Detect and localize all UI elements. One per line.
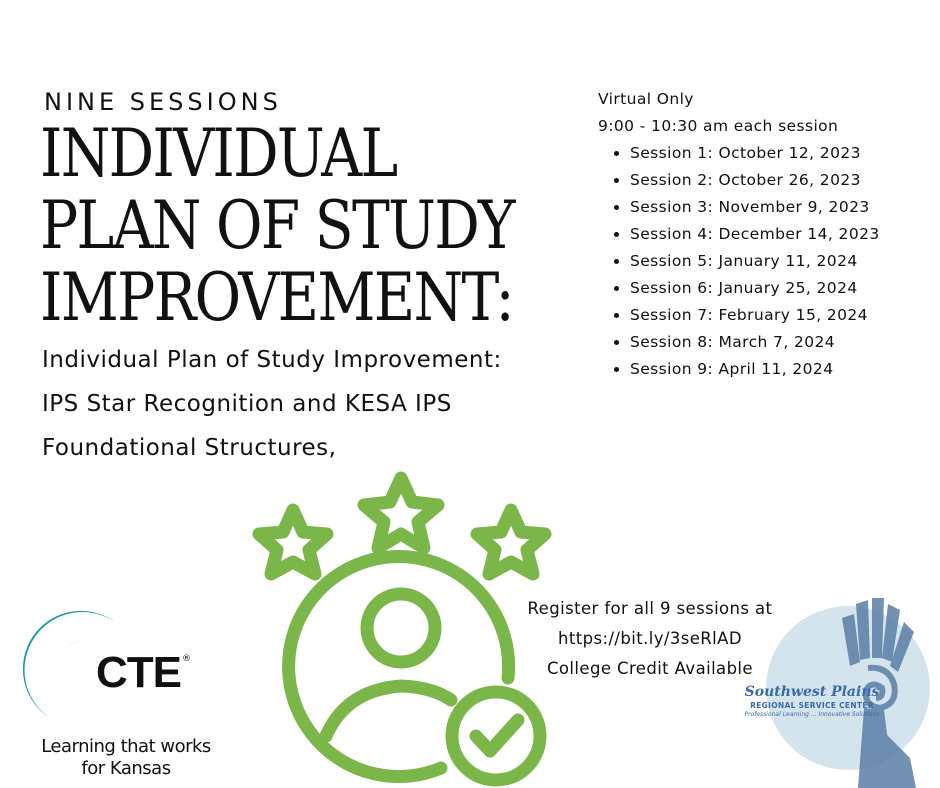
- subtitle-line-2: IPS Star Recognition and KESA IPS: [42, 391, 452, 417]
- cte-wordmark: CTE: [96, 648, 181, 697]
- register-url-link[interactable]: https://bit.ly/3seRlAD: [558, 629, 742, 648]
- session-item: • Session 9: April 11, 2024: [630, 356, 918, 383]
- cte-tagline: [26, 736, 226, 780]
- eyebrow-nine-sessions: NINE SESSIONS: [44, 88, 282, 116]
- check-mark-icon: [476, 720, 518, 751]
- swp-name: Southwest Plains: [744, 684, 880, 700]
- subtitle-line-1: Individual Plan of Study Improvement:: [42, 347, 502, 373]
- session-item: • Session 7: February 15, 2024: [630, 302, 918, 329]
- session-item: • Session 1: October 12, 2023: [630, 140, 918, 167]
- subtitle: [42, 338, 582, 470]
- session-item: • Session 2: October 26, 2023: [630, 167, 918, 194]
- session-item: • Session 5: January 11, 2024: [630, 248, 918, 275]
- title-line-2: PLAN OF STUDY: [40, 187, 514, 264]
- page-title: [40, 115, 522, 336]
- registered-mark: ®: [182, 654, 191, 664]
- head-icon: [367, 594, 435, 662]
- session-item: • Session 4: December 14, 2023: [630, 221, 918, 248]
- shoulders-icon: [326, 686, 451, 736]
- swp-tagline: Professional Learning ... Innovative Solutions: [744, 711, 880, 718]
- registration: [500, 594, 800, 684]
- star-center-icon: [364, 478, 438, 548]
- title-line-1: INDIVIDUAL: [40, 115, 397, 192]
- college-credit: College Credit Available: [547, 659, 753, 678]
- schedule-time: 9:00 - 10:30 am each session: [598, 117, 839, 135]
- session-list: [598, 140, 918, 383]
- star-right-icon: [477, 510, 545, 574]
- swp-logo-text: [742, 684, 882, 718]
- swp-org: REGIONAL SERVICE CENTER: [750, 701, 874, 710]
- session-item: • Session 3: November 9, 2023: [630, 194, 918, 221]
- title-line-3: IMPROVEMENT:: [40, 259, 513, 336]
- session-item: • Session 8: March 7, 2024: [630, 329, 918, 356]
- register-line: Register for all 9 sessions at: [527, 599, 773, 618]
- schedule-format: Virtual Only: [598, 90, 694, 108]
- star-left-icon: [259, 510, 327, 574]
- schedule: [598, 86, 918, 383]
- subtitle-line-3: Foundational Structures,: [42, 435, 337, 461]
- session-item: • Session 6: January 25, 2024: [630, 275, 918, 302]
- cte-tagline-line-1: Learning that works: [41, 736, 211, 757]
- cte-tagline-line-2: for Kansas: [81, 758, 171, 779]
